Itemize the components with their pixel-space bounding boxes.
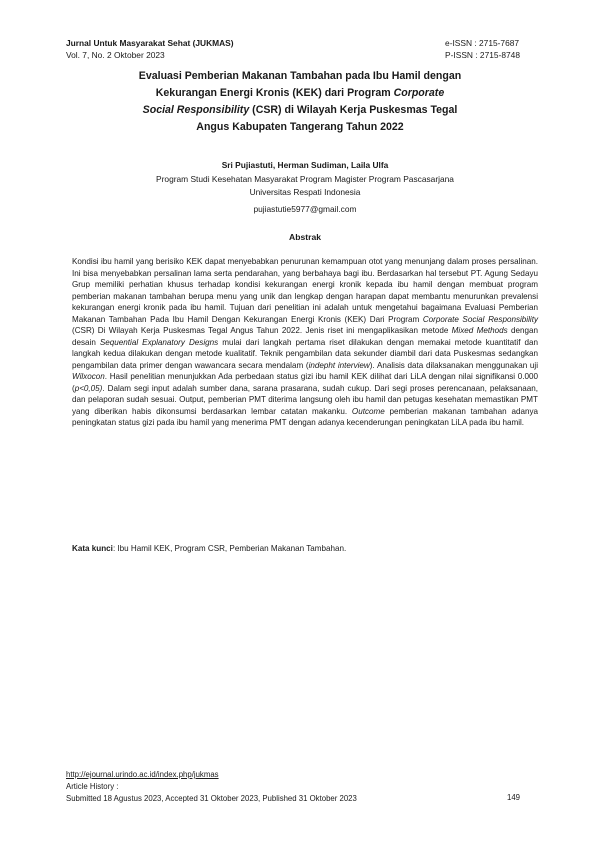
abstract-text: (CSR) Di Wilayah Kerja Puskesmas Tegal Angus Tahun 2022. Jenis riset ini mengaplikasikan metode: [72, 326, 452, 335]
abstract-italic: indepht interview: [308, 360, 370, 370]
pissn: P-ISSN : 2715-8748: [445, 49, 520, 60]
abstract-text: pemberian makanan tambahan adanya peningkatan status gizi pada ibu hamil yang menerima PMT dengan adanya kecenderungan peningkatan LiLA pada ibu hamil.: [72, 406, 538, 427]
abstract-heading: Abstrak: [289, 232, 321, 242]
title-line-4: Angus Kabupaten Tangerang Tahun 2022: [196, 121, 404, 133]
keywords-text: : Ibu Hamil KEK, Program CSR, Pemberian Makanan Tambahan.: [112, 544, 347, 553]
abstract-text: ). Analisis data dilaksanakan menggunakan uji: [369, 360, 538, 370]
article-dates: Submitted 18 Agustus 2023, Accepted 31 Oktober 2023, Published 31 Oktober 2023: [66, 793, 357, 803]
title-italic-text: Social Responsibility: [142, 104, 250, 116]
author-email: pujiastutie5977@gmail.com: [253, 204, 357, 214]
title-text: Kekurangan Energi Kronis (KEK) dari Program: [155, 87, 394, 99]
abstract-italic: p<0,05): [74, 383, 103, 393]
title-line-3: [90, 102, 510, 119]
title-italic-text: Corporate: [393, 87, 445, 99]
university: Universitas Respati Indonesia: [249, 187, 361, 197]
title-line-2: [90, 85, 510, 102]
abstract-paragraph: [72, 256, 538, 429]
author-names: Sri Pujiastuti, Herman Sudiman, Laila Ulfa: [221, 160, 389, 170]
author-block: [60, 158, 550, 217]
abstract-text: dengan desain: [72, 326, 538, 347]
title-line-1: Evaluasi Pemberian Makanan Tambahan pada Ibu Hamil dengan: [138, 70, 462, 82]
article-history-label: Article History :: [66, 781, 119, 791]
journal-volume: Vol. 7, No. 2 Oktober 2023: [66, 49, 165, 60]
abstract-italic: Wilxocon: [72, 372, 105, 381]
keywords-label: Kata kunci: [72, 544, 113, 553]
abstract-italic: Sequential Explanatory Designs: [99, 337, 219, 347]
abstract-italic: Corporate Social Responsibility: [422, 314, 539, 324]
abstract-text: mulai dari langkah pertama riset dilakukan dengan memakai metode kuantitatif dan langkah kedua dilakukan dengan metode kualitatif. Teknik pengambilan data sekunder diambil dari data Puskesmas sedangkan pengambilan data primer dengan wawancara secara mendalam (: [72, 337, 538, 370]
eissn: e-ISSN : 2715-7687: [445, 38, 520, 48]
abstract-text: Kondisi ibu hamil yang berisiko KEK dapat menyebabkan penurunan kemampuan otot yang menunjang dalam proses persalinan. Ini bisa menyebabkan persalinan lama serta pendarahan, yang berbahaya bagi ibu. Berdasarkan hal tersebut PT. Agung Sedayu Grup memiliki perhatian khusus terhadap kondisi kekurangan energi kronik kepada ibu hamil dengan membuat program pemberian makanan tambahan berupa menu yang unik dan lengkap dengan harapan dapat membantu menurunkan prevalensi kekurangan energi kronik pada ibu hamil. Tujuan dari penelitian ini adalah untuk mengetahui bagaimana Evaluasi Pemberian Makanan Tambahan Pada Ibu Hamil Dengan Kekurangan Energi Kronis (KEK) Dari Program: [72, 257, 538, 324]
title-text: (CSR) di Wilayah Kerja Puskesmas Tegal: [249, 104, 458, 116]
abstract-italic: Mixed Methods: [451, 326, 508, 335]
abstract-text: . Hasil penelitian menunjukkan Ada perbedaan status gizi ibu hamil KEK dilihat dari LiLA dengan nilai signifikansi 0.000 (: [72, 372, 538, 393]
abstract-body: [72, 256, 538, 429]
abstract-italic: Outcome: [351, 406, 385, 416]
page-footer: [66, 769, 357, 804]
abstract-text: . Dalam segi input adalah sumber dana, sarana prasarana, sudah cukup. Dari segi proses perencanaan, pelaksanaan, dan pelaporan sudah sesuai. Output, pemberian PMT diterima langsung oleh ibu hamil dan petugas kesehatan memastikan PMT yang diberikan habis dikonsumsi berdasarkan lembar catatan makanku.: [72, 383, 538, 416]
keywords: [72, 543, 538, 555]
affiliation: Program Studi Kesehatan Masyarakat Program Magister Program Pascasarjana: [156, 174, 454, 184]
paper-title: [90, 68, 510, 136]
journal-name: Jurnal Untuk Masyarakat Sehat (JUKMAS): [66, 38, 234, 48]
journal-header-right: [445, 38, 520, 61]
journal-header-left: [66, 38, 234, 61]
journal-url-link[interactable]: http://ejournal.urindo.ac.id/index.php/jukmas: [66, 770, 219, 779]
page-number: 149: [506, 793, 520, 802]
